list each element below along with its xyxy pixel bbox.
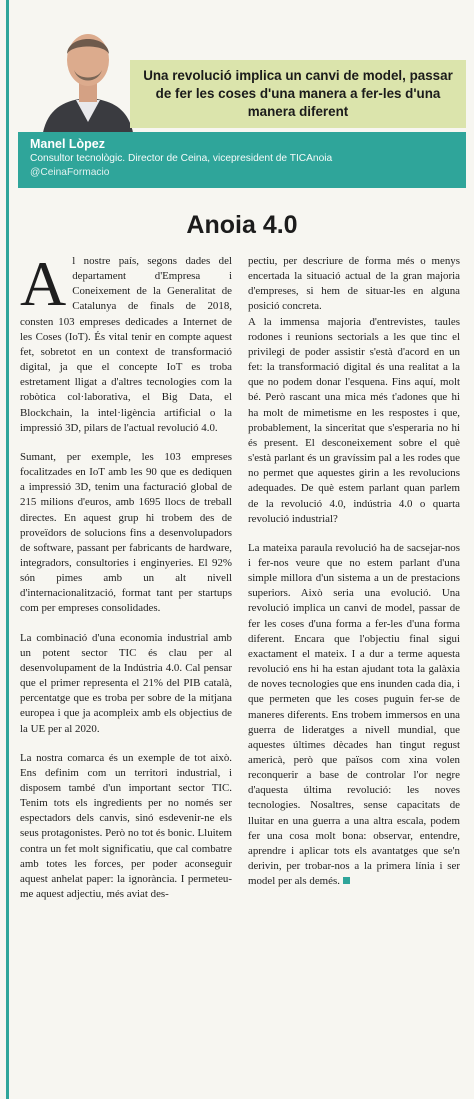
paragraph: A la immensa majoria d'entrevistes, taules rodones i reunions sectorials a les que tinc el privilegi de poder assistir s'està d'acord en un fet: la transformació digital és una realitat a la que no podem donar l'esquena. Fins aquí, molt bé. Però rascant una mica més t'adones que hi ha molt de mimetisme en les respostes i que, probablement, la sinceritat que s'esperaria no hi és present. El desconeixement sobre el què s'està parlant és un gravíssim pal a les rodes que no permet que aquestes girin a les revolucions adequades. De què estem parlant quan parlem de la revolució 4.0, indústria 4.0 o quarta revolució industrial? <box>248 315 460 525</box>
pull-quote-box <box>130 60 466 128</box>
right-column <box>248 254 460 1084</box>
paragraph: Al nostre país, segons dades del departament d'Empresa i Coneixement de la Generalitat de Catalunya de finals de 2018, consten 103 empreses dedicades a Internet de les Coses (IoT). És vital tenir en compte aquest fet, sobretot en un context de transformació digital, ja que el concepte IoT es troba estretament lligat a d'altres tecnologies com la robòtica col·laborativa, el Big Data, el Blockchain, la intel·ligència artificial o la impressió 3D, pilars de l'actual revolució 4.0. <box>20 254 232 434</box>
author-name: Manel Lòpez <box>30 137 106 151</box>
paragraph: La combinació d'una economia industrial amb un potent sector TIC és clau per al desenvolupament de la Indústria 4.0. Cal pensar que el primer representa el 21% del PIB català, percentatge que es troba per sobre de la mitjana europea i que ja acompleix amb els objectius de la UE per al 2020. <box>20 631 232 735</box>
paragraph: La nostra comarca és un exemple de tot això. Ens definim com un territori industrial, i disposem també d'un important sector TIC. Tenim tots els ingredients per no només ser espectadors dels canvis, sinó esdevenir-ne els seus protagonistes. Però no tot és bonic. Lluitem contra un fet molt significatiu, que cal combatre amb totes les forces, per poder aconseguir aquest anhelat paper: la ignorància. I permeteu-me aquest adjectiu, més aviat des- <box>20 751 232 901</box>
left-accent-rule <box>6 0 9 1099</box>
end-of-article-icon <box>343 877 350 884</box>
drop-cap: A <box>20 254 67 319</box>
author-role: Consultor tecnològic. Director de Ceina, vicepresident de TICAnoia <box>30 153 333 164</box>
author-portrait-icon <box>32 10 144 138</box>
paragraph: La mateixa paraula revolució ha de sacsejar-nos i fer-nos veure que no estem parlant d'una simple millora d'un sistema a un de prestacions superiors. Això seria una evolució. Una revolució implica un canvi de model, passar de fer les coses d'una forma a fer-les d'una forma diferent. Encara que l'objectiu final sigui exactament el mateix. I a dur a terme aquesta revolució ens hi ha estan ajudant tota la galàxia de noves tecnologies que ens inunden cada dia, i que permeten que les coses puguin fer-se de maneres diferents. Ens trobem immersos en una guerra de lideratges a nivell mundial, que aquestes últimes dècades han tingut regust americà, però que països com xina volen reconquerir a base de controlar l'or negre d'aquesta última revolució: les noves tecnologies. Nosaltres, sense capacitats de lluitar en una guerra a una altra escala, podem fer una cosa molt bona: observar, entendre, aprendre i aplicar tots els avantatges que se'n derivin, per trobar-nos a la primera línia i ser model per als demés. <box>248 541 460 888</box>
pull-quote: Una revolució implica un canvi de model, passar de fer les coses d'una manera a fer-les d'una manera diferent <box>143 68 453 119</box>
article-body <box>20 254 460 1084</box>
left-column <box>20 254 232 1084</box>
author-photo <box>32 10 144 138</box>
article-header <box>18 0 466 188</box>
author-handle: @CeinaFormacio <box>30 167 110 178</box>
paragraph: pectiu, per descriure de forma més o menys encertada la situació actual de la gran majoria d'empreses, si hem de situar-les en alguna posició concreta. <box>248 255 460 313</box>
article-title: Anoia 4.0 <box>186 211 298 239</box>
author-band <box>18 132 466 188</box>
paragraph: Sumant, per exemple, les 103 empreses focalitzades en IoT amb les 90 que es dediquen a impressió 3D, tenim una facturació global de 215 milions d'euros, amb 1695 llocs de treball directes. En aquest grup hi trobem des de proveïdors de solucions fins a desenvolupadors de software, passant per fabricants de hardware, integradors, consultories i enginyeries. El 92% són pimes amb un alt nivell d'internacionalització, format tant per startups com per empreses consolidades. <box>20 450 232 615</box>
